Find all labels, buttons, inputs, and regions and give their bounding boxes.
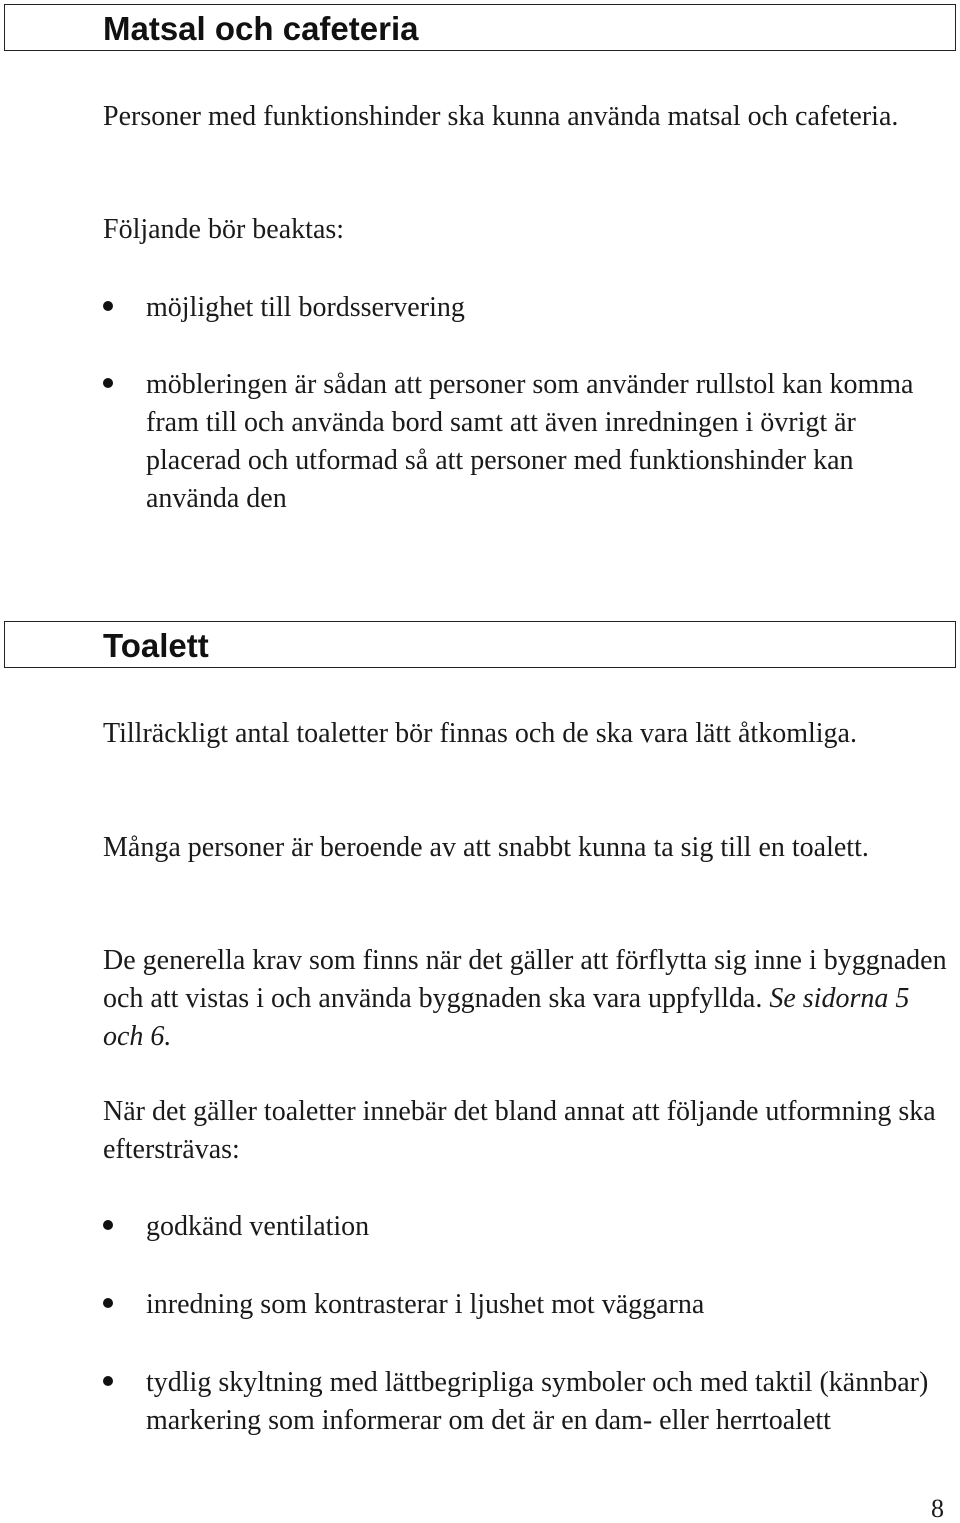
list-item-text: inredning som kontrasterar i ljushet mot väggarna — [146, 1289, 705, 1320]
list-item-text: möbleringen är sådan att personer som använder rullstol kan komma fram till och använda bord samt att även inredningen i övrigt är placerad och utformad så att personer med funktionshinder kan använda den — [146, 369, 914, 514]
page-reference: Se sidorna 5 och 6. — [103, 983, 910, 1052]
paragraph: Tillräckligt antal toaletter bör finnas och de ska vara lätt åtkomliga. — [103, 718, 857, 749]
intro-paragraph: Personer med funktionshinder ska kunna använda matsal och cafeteria. — [103, 101, 899, 132]
paragraph: Många personer är beroende av att snabbt kunna ta sig till en toalett. — [103, 832, 869, 863]
list-item-text: tydlig skyltning med lättbegripliga symboler och med taktil (kännbar) markering som informerar om det är en dam- eller herrtoalett — [146, 1367, 929, 1436]
general-requirements-text: De generella krav som finns när det gäller att förflytta sig inne i byggnaden och att vistas i och använda byggnaden ska vara uppfyllda. — [103, 945, 947, 1014]
lead-paragraph: Följande bör beaktas: — [103, 214, 345, 245]
lead-paragraph: När det gäller toaletter innebär det bland annat att följande utformning ska eftersträvas: — [103, 1096, 936, 1165]
section-title: Matsal och cafeteria — [103, 10, 419, 47]
list-item-text: godkänd ventilation — [146, 1211, 370, 1242]
list-item — [103, 289, 948, 327]
general-requirements-paragraph — [103, 942, 948, 1056]
bullet-icon — [103, 1298, 113, 1308]
list-item — [103, 366, 948, 518]
section-heading-box — [4, 4, 956, 51]
page-number: 8 — [931, 1494, 944, 1523]
list-item — [103, 1364, 948, 1440]
bullet-icon — [103, 301, 113, 311]
bullet-icon — [103, 1376, 113, 1386]
bullet-icon — [103, 378, 113, 388]
list-item — [103, 1208, 948, 1246]
bullet-icon — [103, 1220, 113, 1230]
section-heading-box — [4, 621, 956, 668]
list-item — [103, 1286, 948, 1324]
section-title: Toalett — [103, 627, 209, 664]
list-item-text: möjlighet till bordsservering — [146, 292, 465, 323]
